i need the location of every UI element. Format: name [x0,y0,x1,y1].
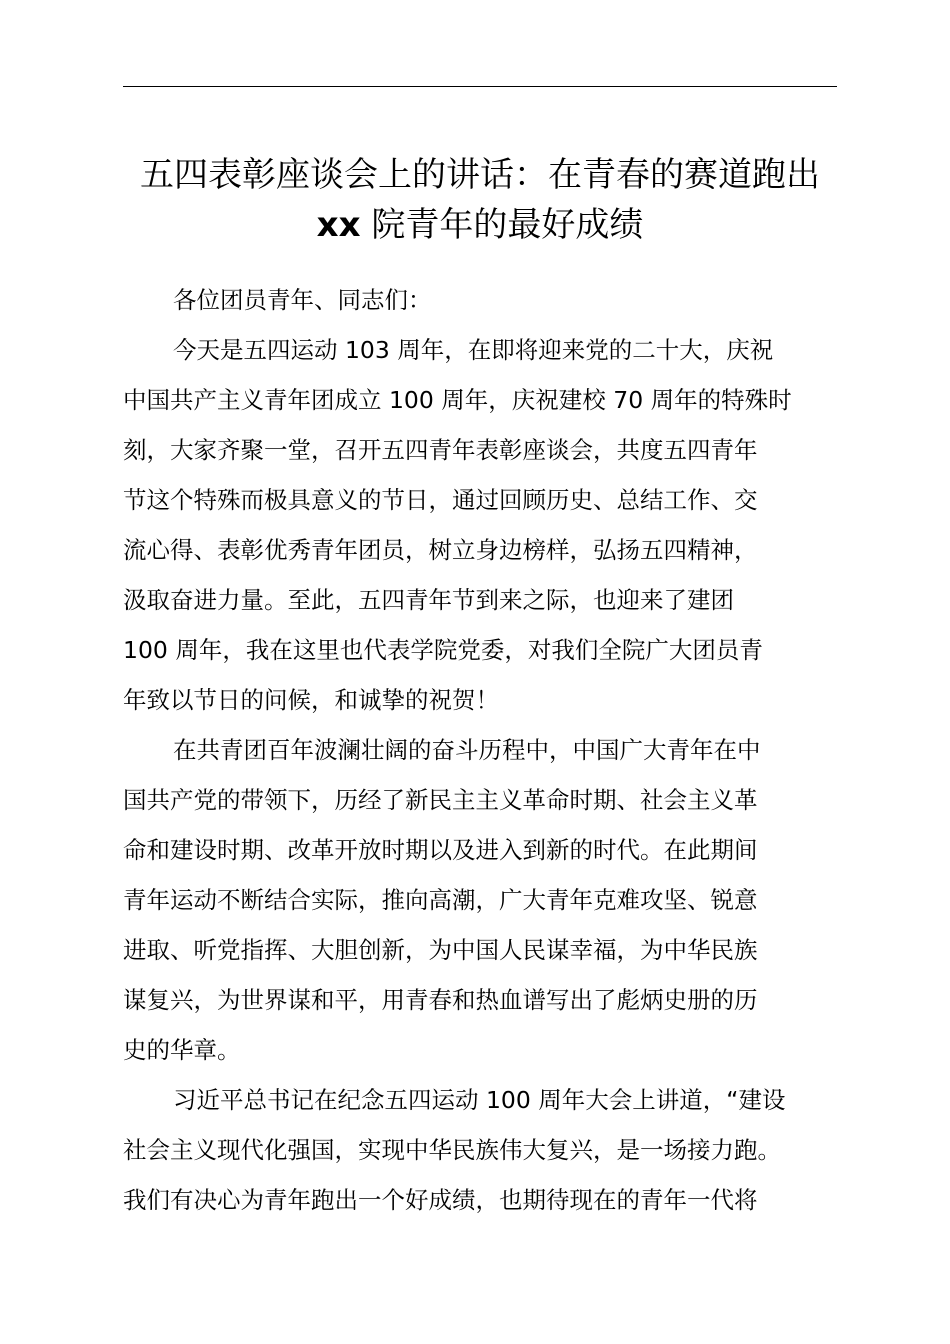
title-line-2 [100,200,860,250]
paragraph-2-line: 进取、听党指挥、大胆创新，为中国人民谋幸福，为中华民族 [123,936,758,964]
paragraph-2-line: 在共青团百年波澜壮阔的奋斗历程中，中国广大青年在中 [173,736,761,764]
paragraph-1-line: 流心得、表彰优秀青年团员，树立身边榜样，弘扬五四精神， [123,536,758,564]
paragraph-3-line: 习近平总书记在纪念五四运动 100 周年大会上讲道，“建设 [173,1086,786,1114]
paragraph-2-line: 国共产党的带领下，历经了新民主主义革命时期、社会主义革 [123,786,758,814]
salutation: 各位团员青年、同志们： [173,286,432,314]
paragraph-1-line: 汲取奋进力量。至此，五四青年节到来之际，也迎来了建团 [123,586,734,614]
paragraph-1-line: 今天是五四运动 103 周年，在即将迎来党的二十大，庆祝 [173,336,774,364]
paragraph-1-line: 中国共产主义青年团成立 100 周年，庆祝建校 70 周年的特殊时 [123,386,792,414]
paragraph-3-line: 我们有决心为青年跑出一个好成绩，也期待现在的青年一代将 [123,1186,758,1214]
title-line-2-prefix: xx [316,205,361,245]
document-title [100,150,860,250]
title-line-1: 五四表彰座谈会上的讲话：在青春的赛道跑出 [140,155,820,195]
paragraph-1-line: 刻，大家齐聚一堂，召开五四青年表彰座谈会，共度五四青年 [123,436,758,464]
paragraph-3-line: 社会主义现代化强国，实现中华民族伟大复兴，是一场接力跑。 [123,1136,781,1164]
paragraph-2-line: 命和建设时期、改革开放时期以及进入到新的时代。在此期间 [123,836,758,864]
paragraph-1-line: 节这个特殊而极具意义的节日，通过回顾历史、总结工作、交 [123,486,758,514]
title-line-2-rest: 院青年的最好成绩 [360,205,644,245]
paragraph-2-line: 青年运动不断结合实际，推向高潮，广大青年克难攻坚、锐意 [123,886,758,914]
paragraph-1-line: 100 周年，我在这里也代表学院党委，对我们全院广大团员青 [123,636,763,664]
paragraph-2-line: 谋复兴，为世界谋和平，用青春和热血谱写出了彪炳史册的历 [123,986,758,1014]
header-rule [123,86,837,87]
document-body [123,275,837,1225]
paragraph-2-line: 史的华章。 [123,1036,241,1064]
paragraph-1-line: 年致以节日的问候，和诚挚的祝贺！ [123,686,499,714]
